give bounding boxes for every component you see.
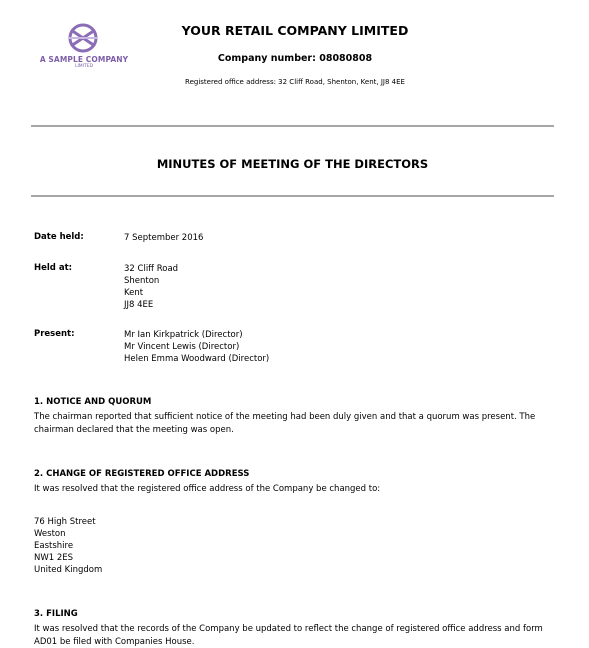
new-address-line: Weston	[34, 529, 66, 539]
section-notice-text: The chairman reported that sufficient notice of the meeting had been duly given and that a quorum was present. The chairman declared that the meeting was open.	[34, 412, 536, 435]
company-logo	[36, 22, 132, 70]
divider-top	[31, 125, 554, 127]
divider-bottom	[31, 195, 554, 197]
present-attendee: Mr Vincent Lewis (Director)	[124, 342, 240, 352]
held-at-label: Held at:	[34, 263, 73, 273]
new-address-line: 76 High Street	[34, 517, 96, 527]
held-at-line: Shenton	[124, 276, 160, 286]
held-at-line: 32 Cliff Road	[124, 264, 179, 274]
new-address-line: NW1 2ES	[34, 553, 74, 563]
section-filing-heading: 3. FILING	[34, 609, 78, 619]
present-list	[124, 329, 269, 365]
present-attendee: Mr Ian Kirkpatrick (Director)	[124, 330, 243, 340]
present-attendee: Helen Emma Woodward (Director)	[124, 354, 270, 364]
held-at-line: Kent	[124, 288, 144, 298]
section-filing-text: It was resolved that the records of the Company be updated to reflect the change of registered office address and form AD01 be filed with Companies House.	[34, 624, 543, 647]
section-change-heading: 2. CHANGE OF REGISTERED OFFICE ADDRESS	[34, 469, 250, 479]
company-number: Company number: 08080808	[217, 53, 373, 64]
logo-name: A SAMPLE COMPANY	[39, 55, 129, 64]
section-change-text: It was resolved that the registered office address of the Company be changed to:	[34, 484, 381, 494]
present-label: Present:	[34, 329, 75, 339]
section-notice-heading: 1. NOTICE AND QUORUM	[34, 397, 152, 407]
new-office-address	[34, 516, 102, 576]
logo-emblem-icon	[66, 22, 100, 54]
logo-subtitle: LIMITED	[74, 64, 94, 69]
date-held-value: 7 September 2016	[124, 233, 204, 243]
company-name: YOUR RETAIL COMPANY LIMITED	[181, 23, 409, 38]
held-at-address	[124, 263, 178, 311]
date-held-label: Date held:	[34, 232, 84, 242]
new-address-line: Eastshire	[34, 541, 74, 551]
registered-office-address: Registered office address: 32 Cliff Road, Shenton, Kent, JJ8 4EE	[185, 78, 405, 86]
document-title: MINUTES OF MEETING OF THE DIRECTORS	[156, 157, 429, 171]
held-at-line: JJ8 4EE	[124, 300, 154, 310]
new-address-line: United Kingdom	[34, 565, 103, 575]
